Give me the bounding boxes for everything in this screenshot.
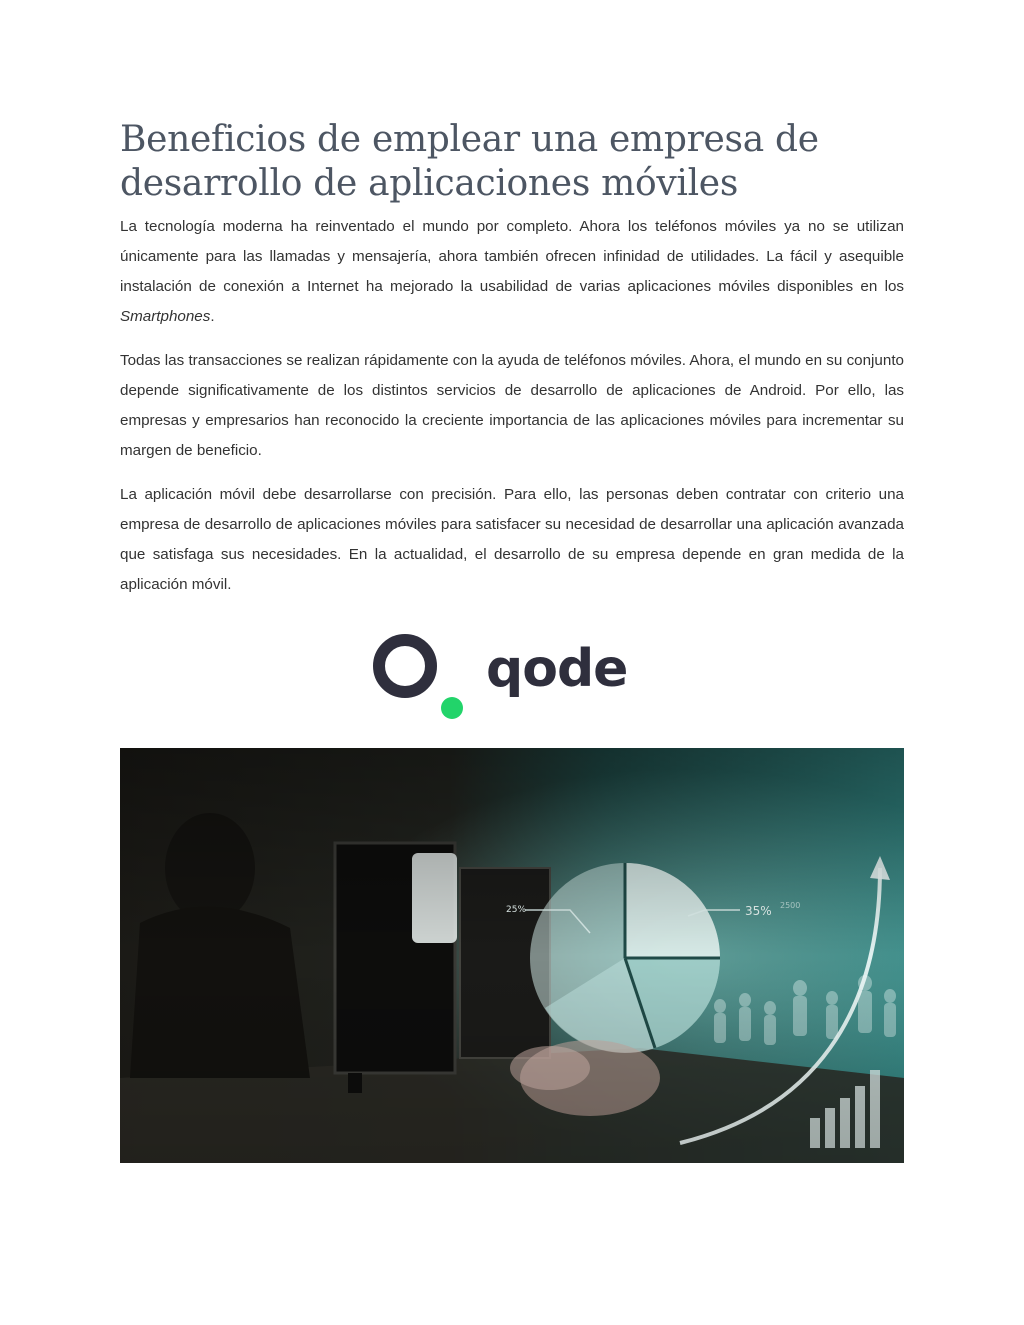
paragraph-2: Todas las transacciones se realizan rápidamente con la ayuda de teléfonos móviles. Ahora, el mundo en su conjunto depende significativamente de los distintos servicios de desarrollo de aplicaciones de Android. Por ello, las empresas y empresarios han reconocido la creciente importancia de las aplicaciones móviles para incrementar su margen de beneficio.: [120, 352, 904, 459]
paragraph-1: [120, 212, 904, 332]
paragraph-1-text: La tecnología moderna ha reinventado el mundo por completo. Ahora los teléfonos móviles ya no se utilizan únicamente para las llamadas y mensajería, ahora también ofrecen infinidad de utilidades. La fácil y asequible instalación de conexión a Internet ha mejorado la usabilidad de varias aplicaciones móviles disponibles en los: [120, 218, 904, 295]
logo-ring: [379, 640, 431, 692]
paragraph-3: La aplicación móvil debe desarrollarse con precisión. Para ello, las personas deben contratar con criterio una empresa de desarrollo de aplicaciones móviles para satisfacer su necesidad de desarrollar una aplicación avanzada que satisfaga sus necesidades. En la actualidad, el desarrollo de su empresa depende en gran medida de la aplicación móvil.: [120, 486, 904, 593]
logo-wordmark: qode: [486, 639, 628, 699]
paragraph-1-emphasis: Smartphones: [120, 308, 211, 325]
hero-image: [120, 748, 904, 1163]
hero-vignette: [120, 748, 904, 1163]
article-title: Beneficios de emplear una empresa de desarrollo de aplicaciones móviles: [120, 119, 819, 204]
article: [120, 118, 904, 614]
logo-dot: [441, 697, 463, 719]
qode-logo: [372, 624, 652, 722]
paragraph-1-end: .: [210, 308, 215, 325]
hero-image-illustration: [120, 748, 904, 1163]
qode-logo-graphic: [372, 624, 652, 722]
